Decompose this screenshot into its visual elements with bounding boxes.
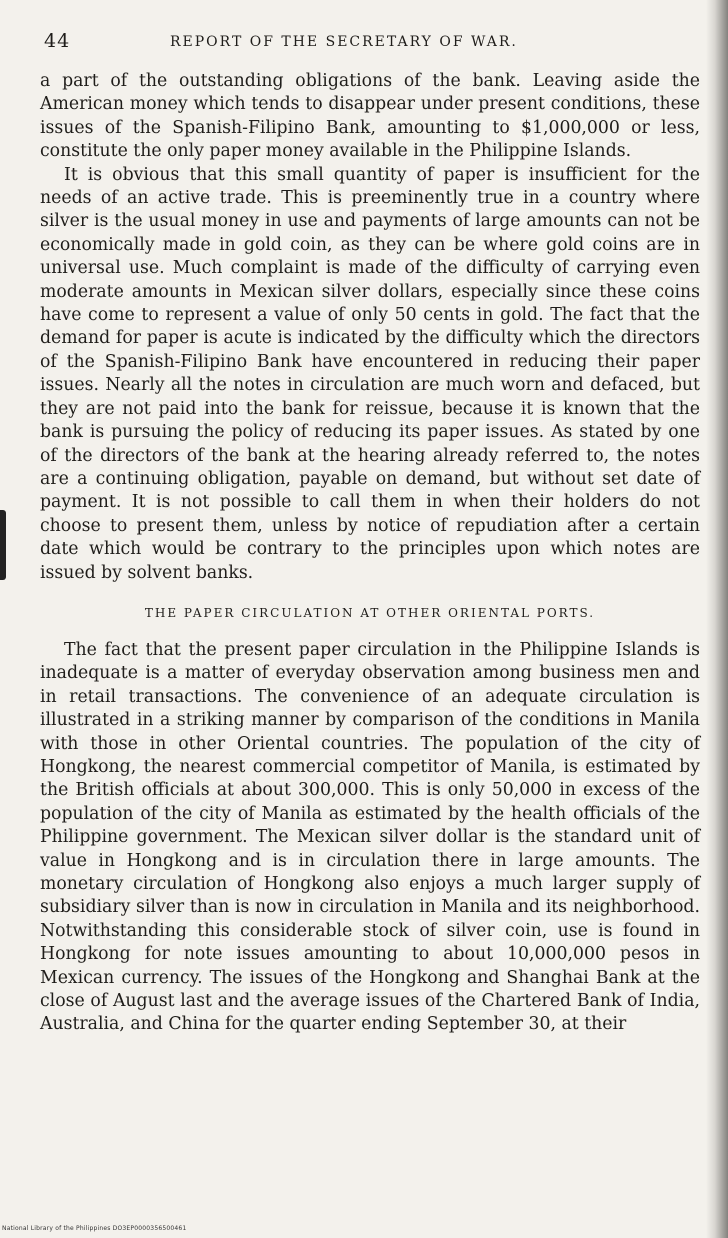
paragraph-1: a part of the outstanding obligations of the bank. Leaving aside the American money which tends to disappear under present conditions, these issues of the Spanish-Filipino Bank, amounting to $1,000,000 or less, constitute the only paper money available in the Philippine Islands. [40,71,700,162]
running-head: REPORT OF THE SECRETARY OF WAR. [170,34,518,50]
binding-mark [0,510,6,580]
paragraph-3: The fact that the present paper circulation in the Philippine Islands is inadequate is a matter of everyday observation among business men and in retail transactions. The convenience of an adequate circulation is illustrated in a striking manner by comparison of the conditions in Manila with those in other Oriental countries. The population of the city of Hongkong, the nearest commercial competitor of Manila, is estimated by the British officials at about 300,000. This is only 50,000 in excess of the population of the city of Manila as estimated by the health officials of the Philippine government. The Mexican silver dollar is the standard unit of value in Hongkong and is in circulation there in large amounts. The monetary circulation of Hongkong also enjoys a much larger supply of subsidiary silver than is now in circulation in Manila and its neighborhood. Notwithstanding this considerable stock of silver coin, use is found in Hongkong for note issues amounting to about 10,000,000 pesos in Mexican currency. The issues of the Hongkong and Shanghai Bank at the close of August last and the average issues of the Chartered Bank of India, Australia, and China for the quarter ending September 30, at their [40,639,700,1035]
body-text [40,70,700,1037]
section-heading: THE PAPER CIRCULATION AT OTHER ORIENTAL PORTS. [144,605,596,620]
page-number: 44 [44,30,71,52]
page-edge-shadow [706,0,728,1238]
paragraph-2: It is obvious that this small quantity of paper is insufficient for the needs of an active trade. This is preeminently true in a country where silver is the usual money in use and payments of large amounts can not be economically made in gold coin, as they can be where gold coins are in universal use. Much complaint is made of the difficulty of carrying even moderate amounts in Mexican silver dollars, especially since these coins have come to represent a value of only 50 cents in gold. The fact that the demand for paper is acute is indicated by the difficulty which the directors of the Spanish-Filipino Bank have encountered in reducing their paper issues. Nearly all the notes in circulation are much worn and defaced, but they are not paid into the bank for reissue, because it is known that the bank is pursuing the policy of reducing its paper issues. As stated by one of the directors of the bank at the hearing already referred to, the notes are a continuing obligation, payable on demand, but without set date of payment. It is not possible to call them in when their holders do not choose to present them, unless by notice of repudiation after a certain date which would be contrary to the principles upon which notes are issued by solvent banks. [40,164,700,583]
page-header [40,28,700,58]
library-stamp: National Library of the Philippines DO3EP0000356500461 [2,1225,187,1232]
